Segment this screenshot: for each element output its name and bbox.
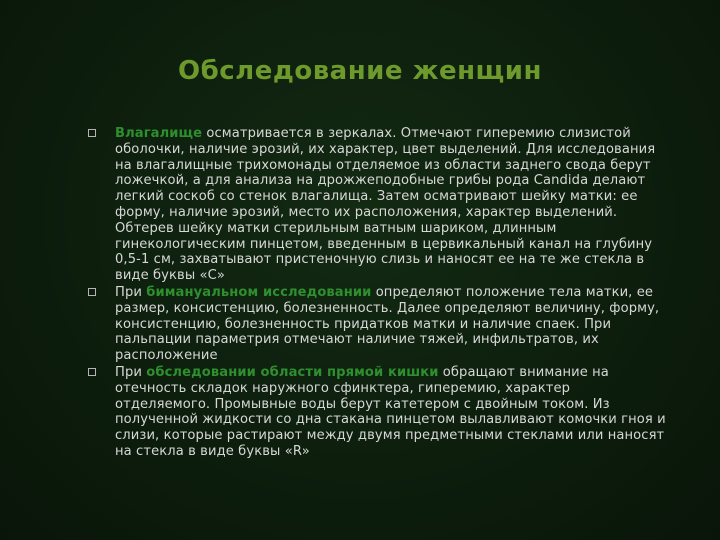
highlight-term: Влагалище [115, 126, 203, 141]
item-text: При [115, 284, 147, 300]
square-bullet-icon [88, 129, 96, 137]
item-text: определяют положение тела матки, ее размер, консистенцию, болезненность. Далее определяют величину, форму, консистенцию, болезненность придатков матки и наличие спаек. При пальпации параметрия отмечают наличие тяжей, инфильтратов, их расположение [115, 284, 660, 364]
item-text: При [115, 364, 147, 380]
slide-title: Обследование женщин [178, 56, 542, 86]
item-text: обращают внимание на отечность складок наружного сфинктера, гиперемию, характер отделяемого. Промывные воды берут катетером с двойным током. Из полученной жидкости со дна стакана пинцетом вылавливают комочки гноя и слизи, которые растирают между двумя предметными стеклами или наносят на стекла в виде буквы «R» [115, 364, 666, 459]
list-item [88, 126, 668, 284]
bullet-list [88, 126, 668, 461]
item-text: осматривается в зеркалах. Отмечают гиперемию слизистой оболочки, наличие эрозий, их характер, цвет выделений. Для исследования на влагалищные трихомонады отделяемое из области заднего свода берут ложечкой, а для анализа на дрожжеподобные грибы рода Candida делают легкий соскоб со стенок влагалища. Затем осматривают шейку матки: ее форму, наличие эрозий, место их расположения, характер выделений. Обтерев шейку матки стерильным ватным шариком, длинным гинекологическим пинцетом, введенным в цервикальный канал на глубину 0,5-1 см, захватывают пристеночную слизь и наносят ее на те же стекла в виде буквы «С» [115, 126, 656, 284]
square-bullet-icon [88, 288, 96, 296]
highlight-term: обследовании области прямой кишки [146, 364, 439, 380]
square-bullet-icon [88, 368, 96, 376]
highlight-term: бимануальном исследовании [146, 284, 372, 300]
list-item [88, 365, 668, 460]
list-item [88, 285, 668, 364]
